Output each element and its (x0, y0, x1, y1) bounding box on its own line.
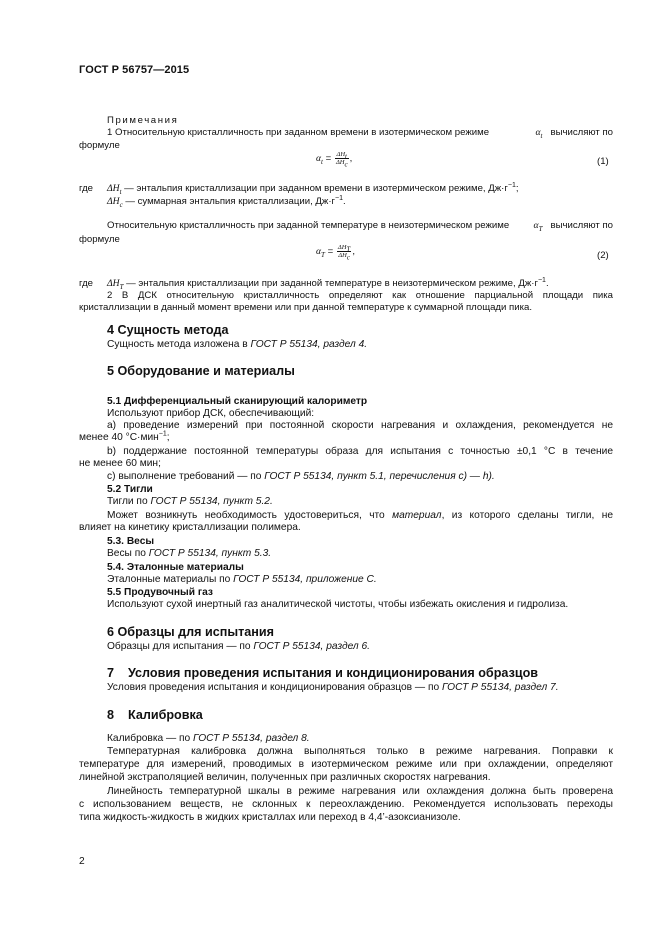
alpha-t-symbol: α (535, 127, 541, 138)
where-3-symbol: ΔH (107, 278, 120, 289)
section-8-p1-line-1: Температурная калибровка должна выполняться только в режиме нагревания. Поправки к (107, 746, 613, 757)
formula-2: $\alpha_T$ = $\frac{\Delta H_T}{\Delta H_c}$ , (316, 244, 355, 262)
subsection-5-2-note-line-2: влияет на кинетику кристаллизации полимера. (79, 522, 301, 533)
where-1-prefix: где (79, 183, 94, 194)
note-1b-text: Относительную кристалличность при заданной температуре в неизотермическом режиме (107, 220, 510, 231)
note-1b-line-2: формуле (79, 234, 120, 245)
list-item-a-value: менее 40 °C·мин (79, 432, 159, 443)
subsection-5-4-text: Эталонные материалы по (107, 574, 234, 585)
alpha-t-subscript: t (540, 131, 543, 140)
subsection-5-5-body: Используют сухой инертный газ аналитической чистоты, чтобы избежать окисления и гидролиза. (107, 599, 569, 610)
note-1b-tail-text: вычисляют по (550, 220, 613, 231)
formula-1-lhs-sub: t (321, 157, 323, 166)
formula-2-fraction (337, 244, 351, 262)
list-item-c-text: c) выполнение требований — по (107, 471, 265, 482)
subsection-5-3-body (107, 548, 271, 560)
where-3-line (107, 278, 549, 289)
subsection-5-2-note-post: , из которого сделаны тигли, не (441, 510, 613, 521)
subsection-5-2-body (107, 496, 273, 508)
formula-1-den-sym: ΔH (335, 159, 345, 166)
where-3-prefix: где (79, 278, 94, 289)
subsection-5-2-note-pre: Может возникнуть необходимость удостовериться, что (107, 510, 393, 521)
list-item-a-line-2 (79, 432, 170, 444)
subsection-5-2-note-material: материал (392, 510, 442, 521)
where-1-subscript: t (119, 187, 122, 196)
where-2-subscript: c (119, 200, 123, 209)
list-item-c-reference: ГОСТ Р 55134, пункт 5.1, перечисления c) — h). (264, 471, 495, 482)
subsection-5-1-intro: Используют прибор ДСК, обеспечивающий: (107, 408, 315, 419)
section-8-p2-line-2: с использованием веществ, не склонных к переохлаждению. Рекомендуется использовать переходы (79, 799, 613, 810)
note-1-text: 1 Относительную кристалличность при заданном времени в изотермическом режиме (107, 127, 490, 138)
where-1-line (107, 183, 519, 194)
section-8-intro (107, 733, 310, 745)
note-1b-tail (534, 220, 613, 231)
formula-2-denominator (337, 252, 351, 262)
where-2-end: . (343, 196, 346, 207)
section-4-reference: ГОСТ Р 55134, раздел 4. (250, 339, 368, 350)
section-8-p1-line-3: линейной экстраполяцией величин, полученных при различных скоростях нагревания. (79, 772, 491, 783)
list-item-a-line-1: a) проведение измерений при постоянной скорости нагревания и охлаждения, рекомендуется не (107, 420, 613, 431)
subsection-5-2-note-line-1 (107, 510, 613, 522)
where-2-exponent: −1 (335, 194, 344, 202)
where-2-symbol: ΔH (107, 196, 120, 207)
formula-1-denominator (335, 159, 349, 169)
note-1-line-1 (107, 127, 613, 138)
list-item-a-exponent: −1 (158, 430, 167, 438)
list-item-c (107, 471, 495, 483)
alpha-T-subscript: T (538, 224, 543, 233)
subsection-5-3-text: Весы по (107, 548, 149, 559)
subsection-5-4-reference: ГОСТ Р 55134, приложение С. (233, 574, 377, 585)
formula-2-number: (2) (597, 250, 609, 261)
section-8-p2-line-3: типа жидкость-жидкость в жидких кристаллах или переход в 4,4’-азоксианизоле. (79, 812, 461, 823)
section-4-body (107, 339, 367, 351)
list-item-a-end: ; (166, 432, 170, 443)
section-6-reference: ГОСТ Р 55134, раздел 6. (253, 641, 370, 652)
section-8-reference: ГОСТ Р 55134, раздел 8. (193, 733, 310, 744)
where-1-exponent: −1 (507, 181, 516, 189)
section-4-title: 4 Сущность метода (107, 323, 229, 337)
where-2-line (107, 196, 346, 207)
subsection-5-2-text: Тигли по (107, 496, 151, 507)
where-3-subscript: T (119, 282, 124, 291)
formula-2-num-sym: ΔH (337, 244, 347, 251)
formula-2-den-sym: ΔH (338, 252, 347, 259)
subsection-5-2-reference: ГОСТ Р 55134, пункт 5.2. (150, 496, 273, 507)
subsection-5-2-title: 5.2 Тигли (107, 484, 153, 495)
section-7-reference: ГОСТ Р 55134, раздел 7. (441, 682, 559, 693)
subsection-5-4-title: 5.4. Эталонные материалы (107, 562, 244, 573)
subsection-5-3-title: 5.3. Весы (107, 536, 155, 547)
section-8-title: 8 Калибровка (107, 708, 203, 722)
section-8-p1-line-2: температуре для измерений, проводимых в изотермическом режиме или при охлаждении, определяют (79, 759, 613, 770)
note-1-line-2: формуле (79, 140, 120, 151)
subsection-5-4-body (107, 574, 377, 586)
formula-1-numerator (335, 151, 349, 159)
formula-2-lhs: α (316, 246, 322, 258)
note-1-tail (535, 127, 613, 138)
formula-1-num-sym: ΔH (336, 151, 346, 158)
document-header: ГОСТ Р 56757—2015 (79, 64, 190, 76)
subsection-5-1-title: 5.1 Дифференциальный сканирующий калориметр (107, 396, 368, 407)
where-3-text: — энтальпия кристаллизации при заданной температуре в неизотермическом режиме, Дж·г (123, 278, 538, 289)
where-3-end: . (545, 278, 549, 289)
formula-1-number: (1) (597, 156, 609, 167)
section-7-body-text: Условия проведения испытания и кондиционирования образцов — по (107, 682, 442, 693)
subsection-5-3-reference: ГОСТ Р 55134, пункт 5.3. (148, 548, 272, 559)
where-1-end: ; (515, 183, 519, 194)
page-number: 2 (79, 856, 85, 867)
section-8-p2-line-1: Линейность температурной шкалы в режиме нагревания или охлаждения должна быть проверена (107, 786, 613, 797)
note-2-line-1: 2 В ДСК относительную кристалличность определяют как отношение парциальной площади пика (107, 290, 613, 301)
formula-1-lhs: α (316, 153, 322, 165)
where-1-text: — энтальпия кристаллизации при заданном времени в изотермическом режиме, Дж·г (121, 183, 508, 194)
formula-1-num-sub: t (345, 152, 347, 161)
section-6-body-text: Образцы для испытания — по (107, 641, 254, 652)
section-4-body-text: Сущность метода изложена в (107, 339, 251, 350)
section-6-title: 6 Образцы для испытания (107, 625, 275, 639)
formula-2-numerator (337, 244, 351, 252)
alpha-T-symbol: α (533, 220, 539, 231)
formula-1: $\alpha_t$ = $\frac{\Delta H_t}{\Delta H_c}$ , (316, 151, 353, 169)
where-2-text: — суммарная энтальпия кристаллизации, Дж·г (122, 196, 336, 207)
note-1-tail-text: вычисляют по (550, 127, 613, 138)
section-8-intro-text: Калибровка — по (107, 733, 194, 744)
section-6-body (107, 641, 370, 653)
section-7-title: 7 Условия проведения испытания и кондиционирования образцов (107, 666, 539, 680)
formula-2-num-sub: T (346, 245, 351, 254)
note-2-line-2: кристаллизации в данный момент времени или при данной температуре к суммарной площади пика. (79, 302, 533, 313)
subsection-5-5-title: 5.5 Продувочный газ (107, 587, 213, 598)
where-1-symbol: ΔH (107, 183, 120, 194)
formula-2-lhs-sub: T (321, 250, 325, 259)
section-5-title: 5 Оборудование и материалы (107, 364, 295, 378)
where-3-exponent: −1 (537, 276, 546, 284)
section-7-body (107, 682, 559, 694)
notes-title: Примечания (107, 115, 179, 126)
formula-2-den-sub: c (346, 253, 350, 262)
formula-1-fraction (335, 151, 349, 169)
list-item-b-line-1: b) поддержание постоянной температуры образа для испытания с точностью ±0,1 °C в течение (107, 446, 613, 457)
note-1b-line-1 (107, 220, 613, 231)
list-item-b-line-2: не менее 60 мин; (79, 458, 161, 469)
formula-1-den-sub: c (344, 160, 348, 169)
